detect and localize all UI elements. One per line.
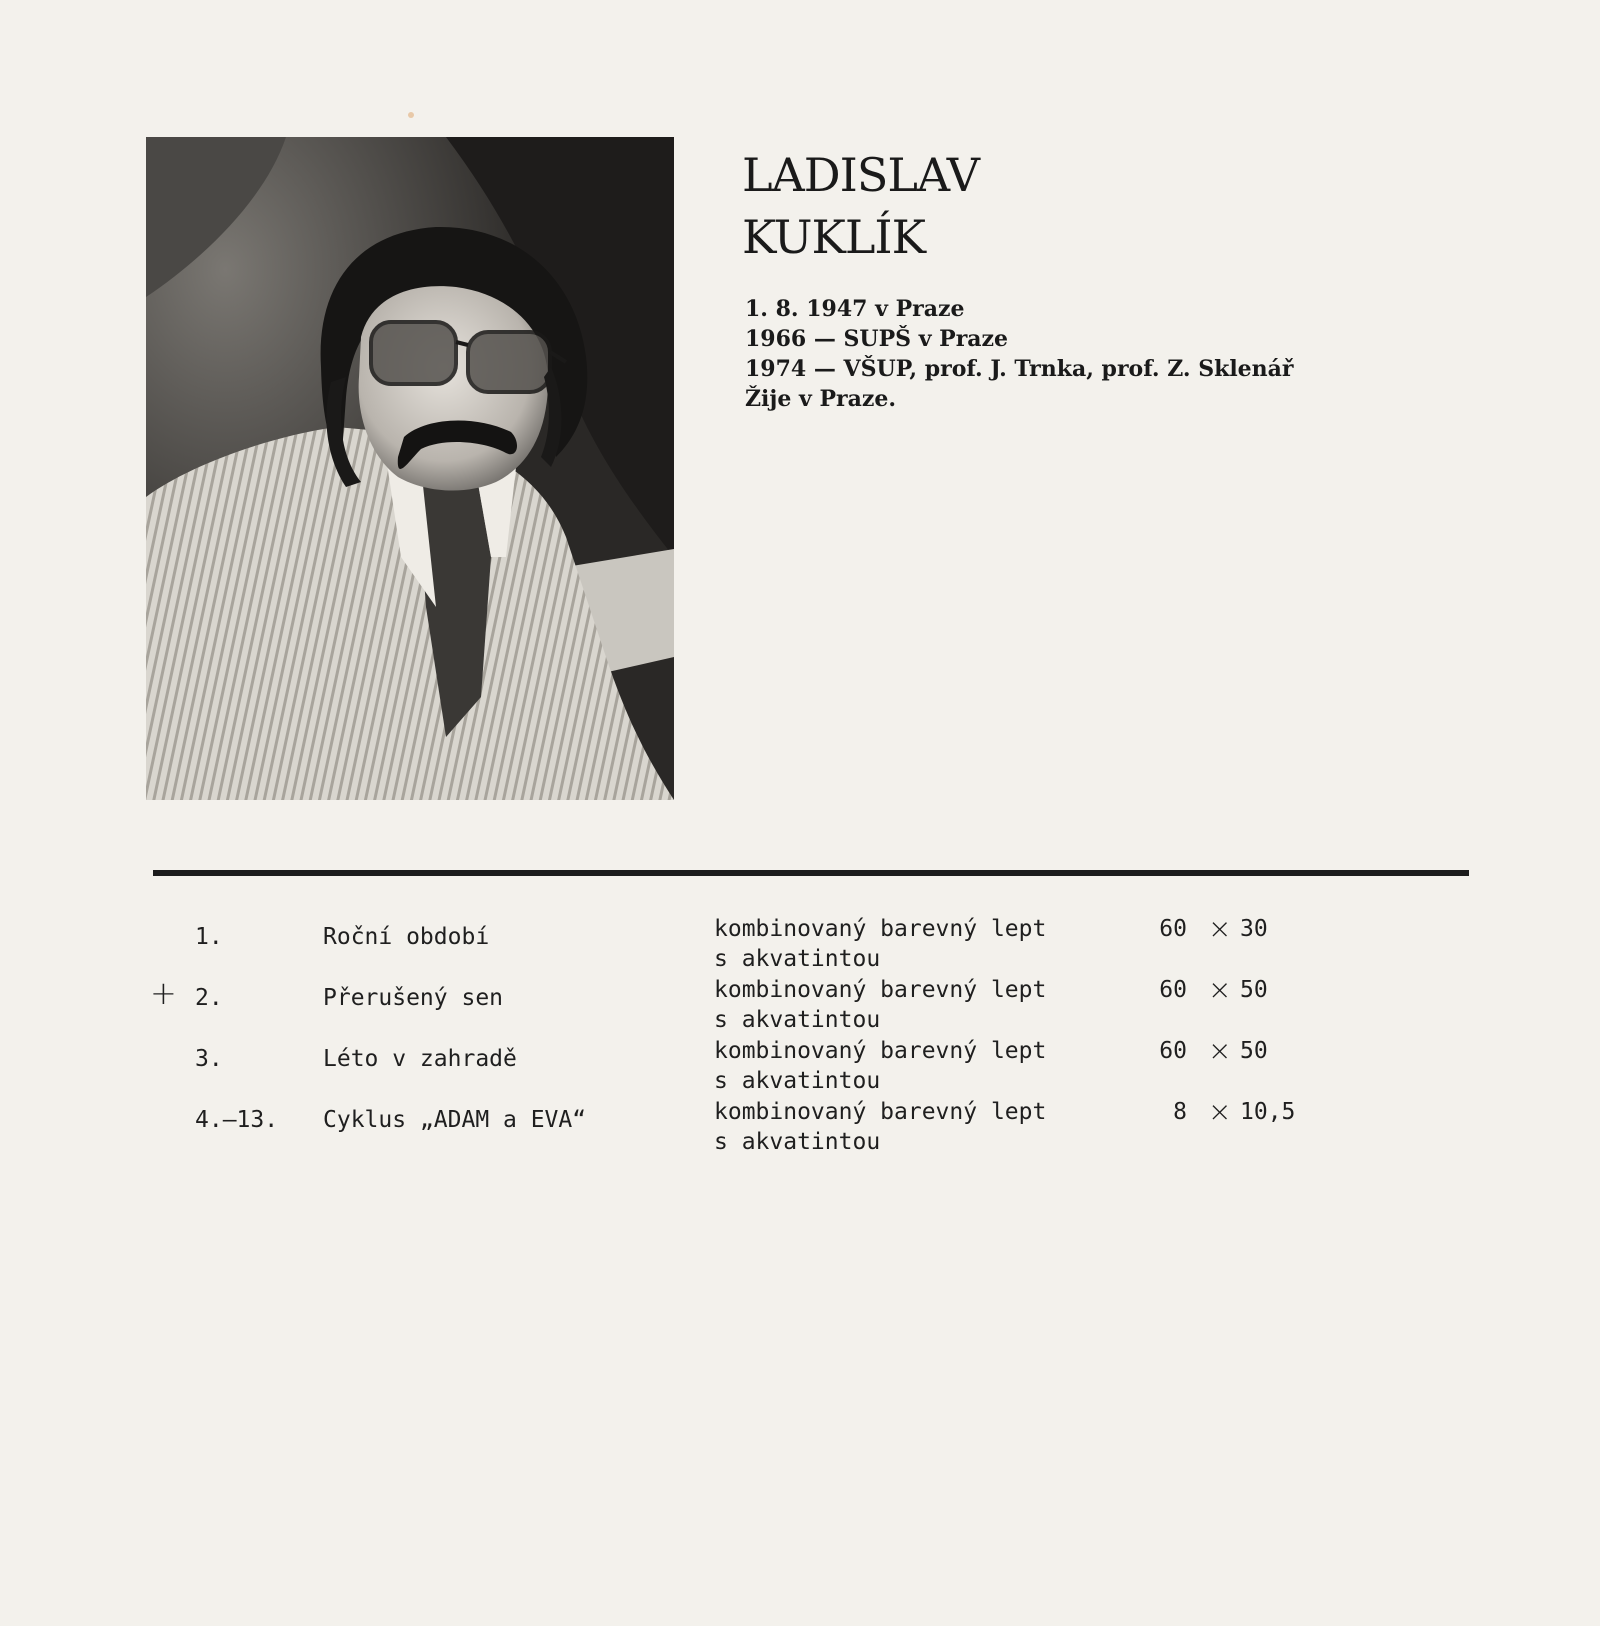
work-row xyxy=(0,1036,1600,1096)
work-technique-line1: kombinovaný barevný lept xyxy=(714,1038,1047,1064)
work-height: 50 xyxy=(1240,1038,1268,1064)
work-number: 2. xyxy=(195,985,223,1011)
work-row xyxy=(0,975,1600,1035)
work-technique-line2: s akvatintou xyxy=(714,1007,881,1033)
work-width: 60 xyxy=(1159,916,1187,942)
bio-residence: Žije v Praze. xyxy=(745,386,897,412)
work-number: 3. xyxy=(195,1046,223,1072)
bio-education-1966: 1966 — SUPŠ v Praze xyxy=(745,326,1009,352)
work-technique-line2: s akvatintou xyxy=(714,946,881,972)
work-technique xyxy=(714,975,1046,1035)
section-divider xyxy=(153,870,1469,876)
portrait-image xyxy=(146,137,674,800)
work-technique-line1: kombinovaný barevný lept xyxy=(714,1099,1047,1125)
times-sign: × xyxy=(1208,1095,1232,1128)
times-sign: × xyxy=(1208,973,1232,1006)
paper-speck xyxy=(408,112,414,118)
work-height: 30 xyxy=(1240,916,1268,942)
work-technique xyxy=(714,914,1046,974)
work-technique-line1: kombinovaný barevný lept xyxy=(714,916,1047,942)
work-technique-line2: s akvatintou xyxy=(714,1068,881,1094)
work-technique-line1: kombinovaný barevný lept xyxy=(714,977,1047,1003)
times-sign: × xyxy=(1208,1034,1232,1067)
work-width: 60 xyxy=(1159,977,1187,1003)
work-mark-plus: + xyxy=(150,974,177,1012)
bio-birth: 1. 8. 1947 v Praze xyxy=(745,296,965,322)
work-technique-line2: s akvatintou xyxy=(714,1129,881,1155)
artist-name xyxy=(742,144,979,268)
work-height: 10,5 xyxy=(1240,1099,1296,1125)
artist-biography xyxy=(745,294,1294,414)
work-row xyxy=(0,1097,1600,1157)
work-width: 8 xyxy=(1173,1099,1187,1125)
work-height: 50 xyxy=(1240,977,1268,1003)
work-technique xyxy=(714,1036,1046,1096)
artist-name-first: LADISLAV xyxy=(742,148,980,202)
work-title: Roční období xyxy=(323,924,490,950)
work-technique xyxy=(714,1097,1046,1157)
work-width: 60 xyxy=(1159,1038,1187,1064)
work-row xyxy=(0,914,1600,974)
bio-education-1974: 1974 — VŠUP, prof. J. Trnka, prof. Z. Sklenář xyxy=(745,356,1294,382)
work-title: Přerušený sen xyxy=(323,985,504,1011)
work-number: 4.—13. xyxy=(195,1107,279,1133)
artist-portrait-photo xyxy=(146,137,674,800)
times-sign: × xyxy=(1208,912,1232,945)
work-number: 1. xyxy=(195,924,223,950)
artist-name-last: KUKLÍK xyxy=(742,210,925,264)
work-title: Cyklus „ADAM a EVA“ xyxy=(323,1107,587,1133)
work-title: Léto v zahradě xyxy=(323,1046,517,1072)
